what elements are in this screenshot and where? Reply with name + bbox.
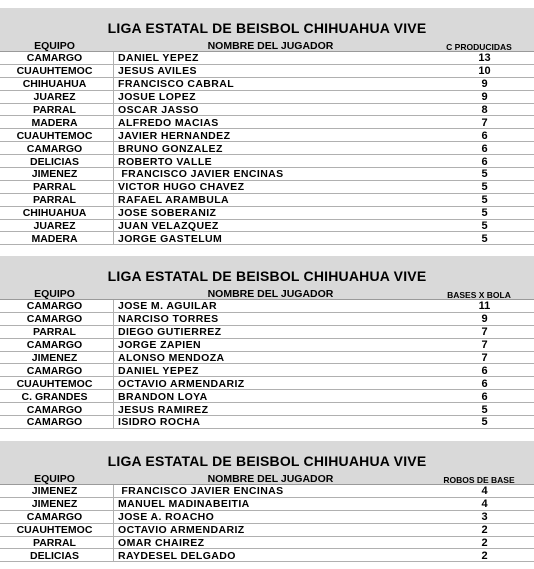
team-cell: CAMARGO	[26, 416, 83, 429]
stat-value-cell: 6	[481, 155, 488, 168]
table-row	[0, 78, 534, 91]
player-name-cell: JOSUE LOPEZ	[118, 91, 196, 104]
section-title: LIGA ESTATAL DE BEISBOL CHIHUAHUA VIVE	[0, 441, 534, 472]
table-header	[0, 39, 534, 52]
team-cell: JIMENEZ	[31, 352, 78, 364]
player-name-cell: JOSE A. ROACHO	[118, 511, 215, 524]
stat-value-cell: 5	[481, 232, 488, 245]
player-name-cell: ROBERTO VALLE	[118, 155, 213, 168]
table-row	[0, 52, 534, 65]
header-team: EQUIPO	[34, 288, 75, 300]
team-cell: JIMENEZ	[31, 485, 78, 498]
stat-value-cell: 2	[481, 537, 488, 549]
player-name-cell: ALONSO MENDOZA	[118, 352, 225, 364]
stat-value-cell: 4	[481, 485, 488, 498]
team-cell: JIMENEZ	[31, 498, 78, 511]
stat-value-cell: 9	[481, 78, 488, 91]
header-stat: BASES X BOLA	[447, 290, 511, 300]
header-player-name: NOMBRE DEL JUGADOR	[207, 473, 334, 485]
player-name-cell: DANIEL YEPEZ	[118, 52, 199, 65]
table-row	[0, 364, 534, 377]
section-stolen-bases	[0, 441, 534, 562]
section-runs-batted-in	[0, 8, 534, 245]
team-cell: CAMARGO	[26, 313, 83, 326]
table-row	[0, 155, 534, 168]
team-cell: JUAREZ	[33, 91, 76, 104]
stat-value-cell: 5	[481, 416, 488, 429]
table-row	[0, 549, 534, 562]
stat-value-cell: 13	[478, 52, 491, 65]
team-cell: C. GRANDES	[21, 390, 88, 403]
table-row	[0, 352, 534, 365]
stat-value-cell: 4	[481, 498, 488, 511]
table-row	[0, 326, 534, 339]
header-player-name: NOMBRE DEL JUGADOR	[207, 40, 334, 52]
table-row	[0, 65, 534, 78]
team-cell: PARRAL	[33, 537, 76, 549]
stat-value-cell: 2	[481, 549, 488, 562]
stat-value-cell: 9	[481, 91, 488, 104]
team-cell: CHIHUAHUA	[22, 78, 87, 91]
stat-value-cell: 7	[481, 339, 488, 352]
stat-value-cell: 5	[481, 207, 488, 220]
stat-value-cell: 6	[481, 364, 488, 377]
stat-value-cell: 2	[481, 524, 488, 537]
team-cell: MADERA	[31, 116, 78, 129]
team-cell: CUAUHTEMOC	[16, 65, 93, 78]
header-stat: ROBOS DE BASE	[443, 475, 515, 485]
player-name-cell: OCTAVIO ARMENDARIZ	[118, 524, 245, 537]
stat-value-cell: 7	[481, 116, 488, 129]
table-row	[0, 91, 534, 104]
stat-value-cell: 5	[481, 403, 488, 416]
table-body	[0, 52, 534, 245]
player-name-cell: JUAN VELAZQUEZ	[118, 220, 219, 233]
section-walks	[0, 256, 534, 429]
player-name-cell: JESUS AVILES	[118, 65, 197, 78]
player-name-cell: OMAR CHAIREZ	[118, 537, 205, 549]
team-cell: PARRAL	[33, 104, 76, 116]
table-row	[0, 511, 534, 524]
table-header	[0, 472, 534, 485]
stat-value-cell: 5	[481, 181, 488, 194]
player-name-cell: FRANCISCO JAVIER ENCINAS	[118, 168, 284, 181]
team-cell: DELICIAS	[29, 549, 79, 562]
table-row	[0, 232, 534, 245]
stat-value-cell: 6	[481, 377, 488, 390]
team-cell: CUAUHTEMOC	[16, 377, 93, 390]
table-row	[0, 498, 534, 511]
team-cell: PARRAL	[33, 194, 76, 207]
table-row	[0, 485, 534, 498]
section-title: LIGA ESTATAL DE BEISBOL CHIHUAHUA VIVE	[0, 8, 534, 39]
team-cell: CAMARGO	[26, 403, 83, 416]
table-row	[0, 300, 534, 313]
table-header	[0, 287, 534, 300]
team-cell: CUAUHTEMOC	[16, 129, 93, 142]
player-name-cell: BRANDON LOYA	[118, 390, 208, 403]
team-cell: CAMARGO	[26, 364, 83, 377]
player-name-cell: FRANCISCO JAVIER ENCINAS	[118, 485, 284, 498]
table-row	[0, 181, 534, 194]
table-row	[0, 390, 534, 403]
player-name-cell: ISIDRO ROCHA	[118, 416, 201, 429]
player-name-cell: OCTAVIO ARMENDARIZ	[118, 377, 245, 390]
table-body	[0, 485, 534, 562]
stat-value-cell: 5	[481, 168, 488, 181]
player-name-cell: JOSE M. AGUILAR	[118, 300, 217, 313]
team-cell: DELICIAS	[29, 155, 79, 168]
stat-value-cell: 6	[481, 142, 488, 155]
table-row	[0, 377, 534, 390]
player-name-cell: JORGE ZAPIEN	[118, 339, 201, 352]
header-team: EQUIPO	[34, 473, 75, 485]
player-name-cell: DANIEL YEPEZ	[118, 364, 199, 377]
player-name-cell: DIEGO GUTIERREZ	[118, 326, 222, 339]
player-name-cell: ALFREDO MACIAS	[118, 116, 219, 129]
table-row	[0, 416, 534, 429]
header-team: EQUIPO	[34, 40, 75, 52]
table-row	[0, 524, 534, 537]
header-stat: C PRODUCIDAS	[446, 42, 512, 52]
table-row	[0, 339, 534, 352]
team-cell: CAMARGO	[26, 511, 83, 524]
team-cell: JIMENEZ	[31, 168, 78, 181]
table-row	[0, 194, 534, 207]
section-title: LIGA ESTATAL DE BEISBOL CHIHUAHUA VIVE	[0, 256, 534, 287]
team-cell: PARRAL	[33, 181, 76, 194]
table-row	[0, 537, 534, 550]
team-cell: CAMARGO	[26, 339, 83, 352]
player-name-cell: JESUS RAMIREZ	[118, 403, 209, 416]
table-row	[0, 220, 534, 233]
team-cell: MADERA	[31, 232, 78, 245]
player-name-cell: OSCAR JASSO	[118, 104, 199, 116]
table-row	[0, 168, 534, 181]
stat-value-cell: 3	[481, 511, 488, 524]
stat-value-cell: 11	[478, 300, 491, 313]
stat-value-cell: 10	[478, 65, 491, 78]
player-name-cell: JOSE SOBERANIZ	[118, 207, 217, 220]
player-name-cell: NARCISO TORRES	[118, 313, 219, 326]
stat-value-cell: 7	[481, 352, 488, 364]
stat-value-cell: 6	[481, 390, 488, 403]
table-row	[0, 129, 534, 142]
stat-value-cell: 5	[481, 220, 488, 233]
team-cell: PARRAL	[33, 326, 76, 339]
player-name-cell: RAFAEL ARAMBULA	[118, 194, 229, 207]
header-player-name: NOMBRE DEL JUGADOR	[207, 288, 334, 300]
table-body	[0, 300, 534, 429]
team-cell: CUAUHTEMOC	[16, 524, 93, 537]
player-name-cell: BRUNO GONZALEZ	[118, 142, 223, 155]
stat-value-cell: 9	[481, 313, 488, 326]
table-row	[0, 207, 534, 220]
team-cell: CAMARGO	[26, 142, 83, 155]
team-cell: CHIHUAHUA	[22, 207, 87, 220]
player-name-cell: JAVIER HERNANDEZ	[118, 129, 231, 142]
table-row	[0, 313, 534, 326]
table-row	[0, 116, 534, 129]
team-cell: JUAREZ	[33, 220, 76, 233]
player-name-cell: FRANCISCO CABRAL	[118, 78, 235, 91]
stat-value-cell: 6	[481, 129, 488, 142]
stat-value-cell: 8	[481, 104, 488, 116]
team-cell: CAMARGO	[26, 300, 83, 313]
stat-value-cell: 7	[481, 326, 488, 339]
player-name-cell: VICTOR HUGO CHAVEZ	[118, 181, 245, 194]
stat-value-cell: 5	[481, 194, 488, 207]
player-name-cell: MANUEL MADINABEITIA	[118, 498, 250, 511]
player-name-cell: RAYDESEL DELGADO	[118, 549, 236, 562]
table-row	[0, 403, 534, 416]
table-row	[0, 142, 534, 155]
team-cell: CAMARGO	[26, 52, 83, 65]
table-row	[0, 104, 534, 117]
player-name-cell: JORGE GASTELUM	[118, 232, 223, 245]
